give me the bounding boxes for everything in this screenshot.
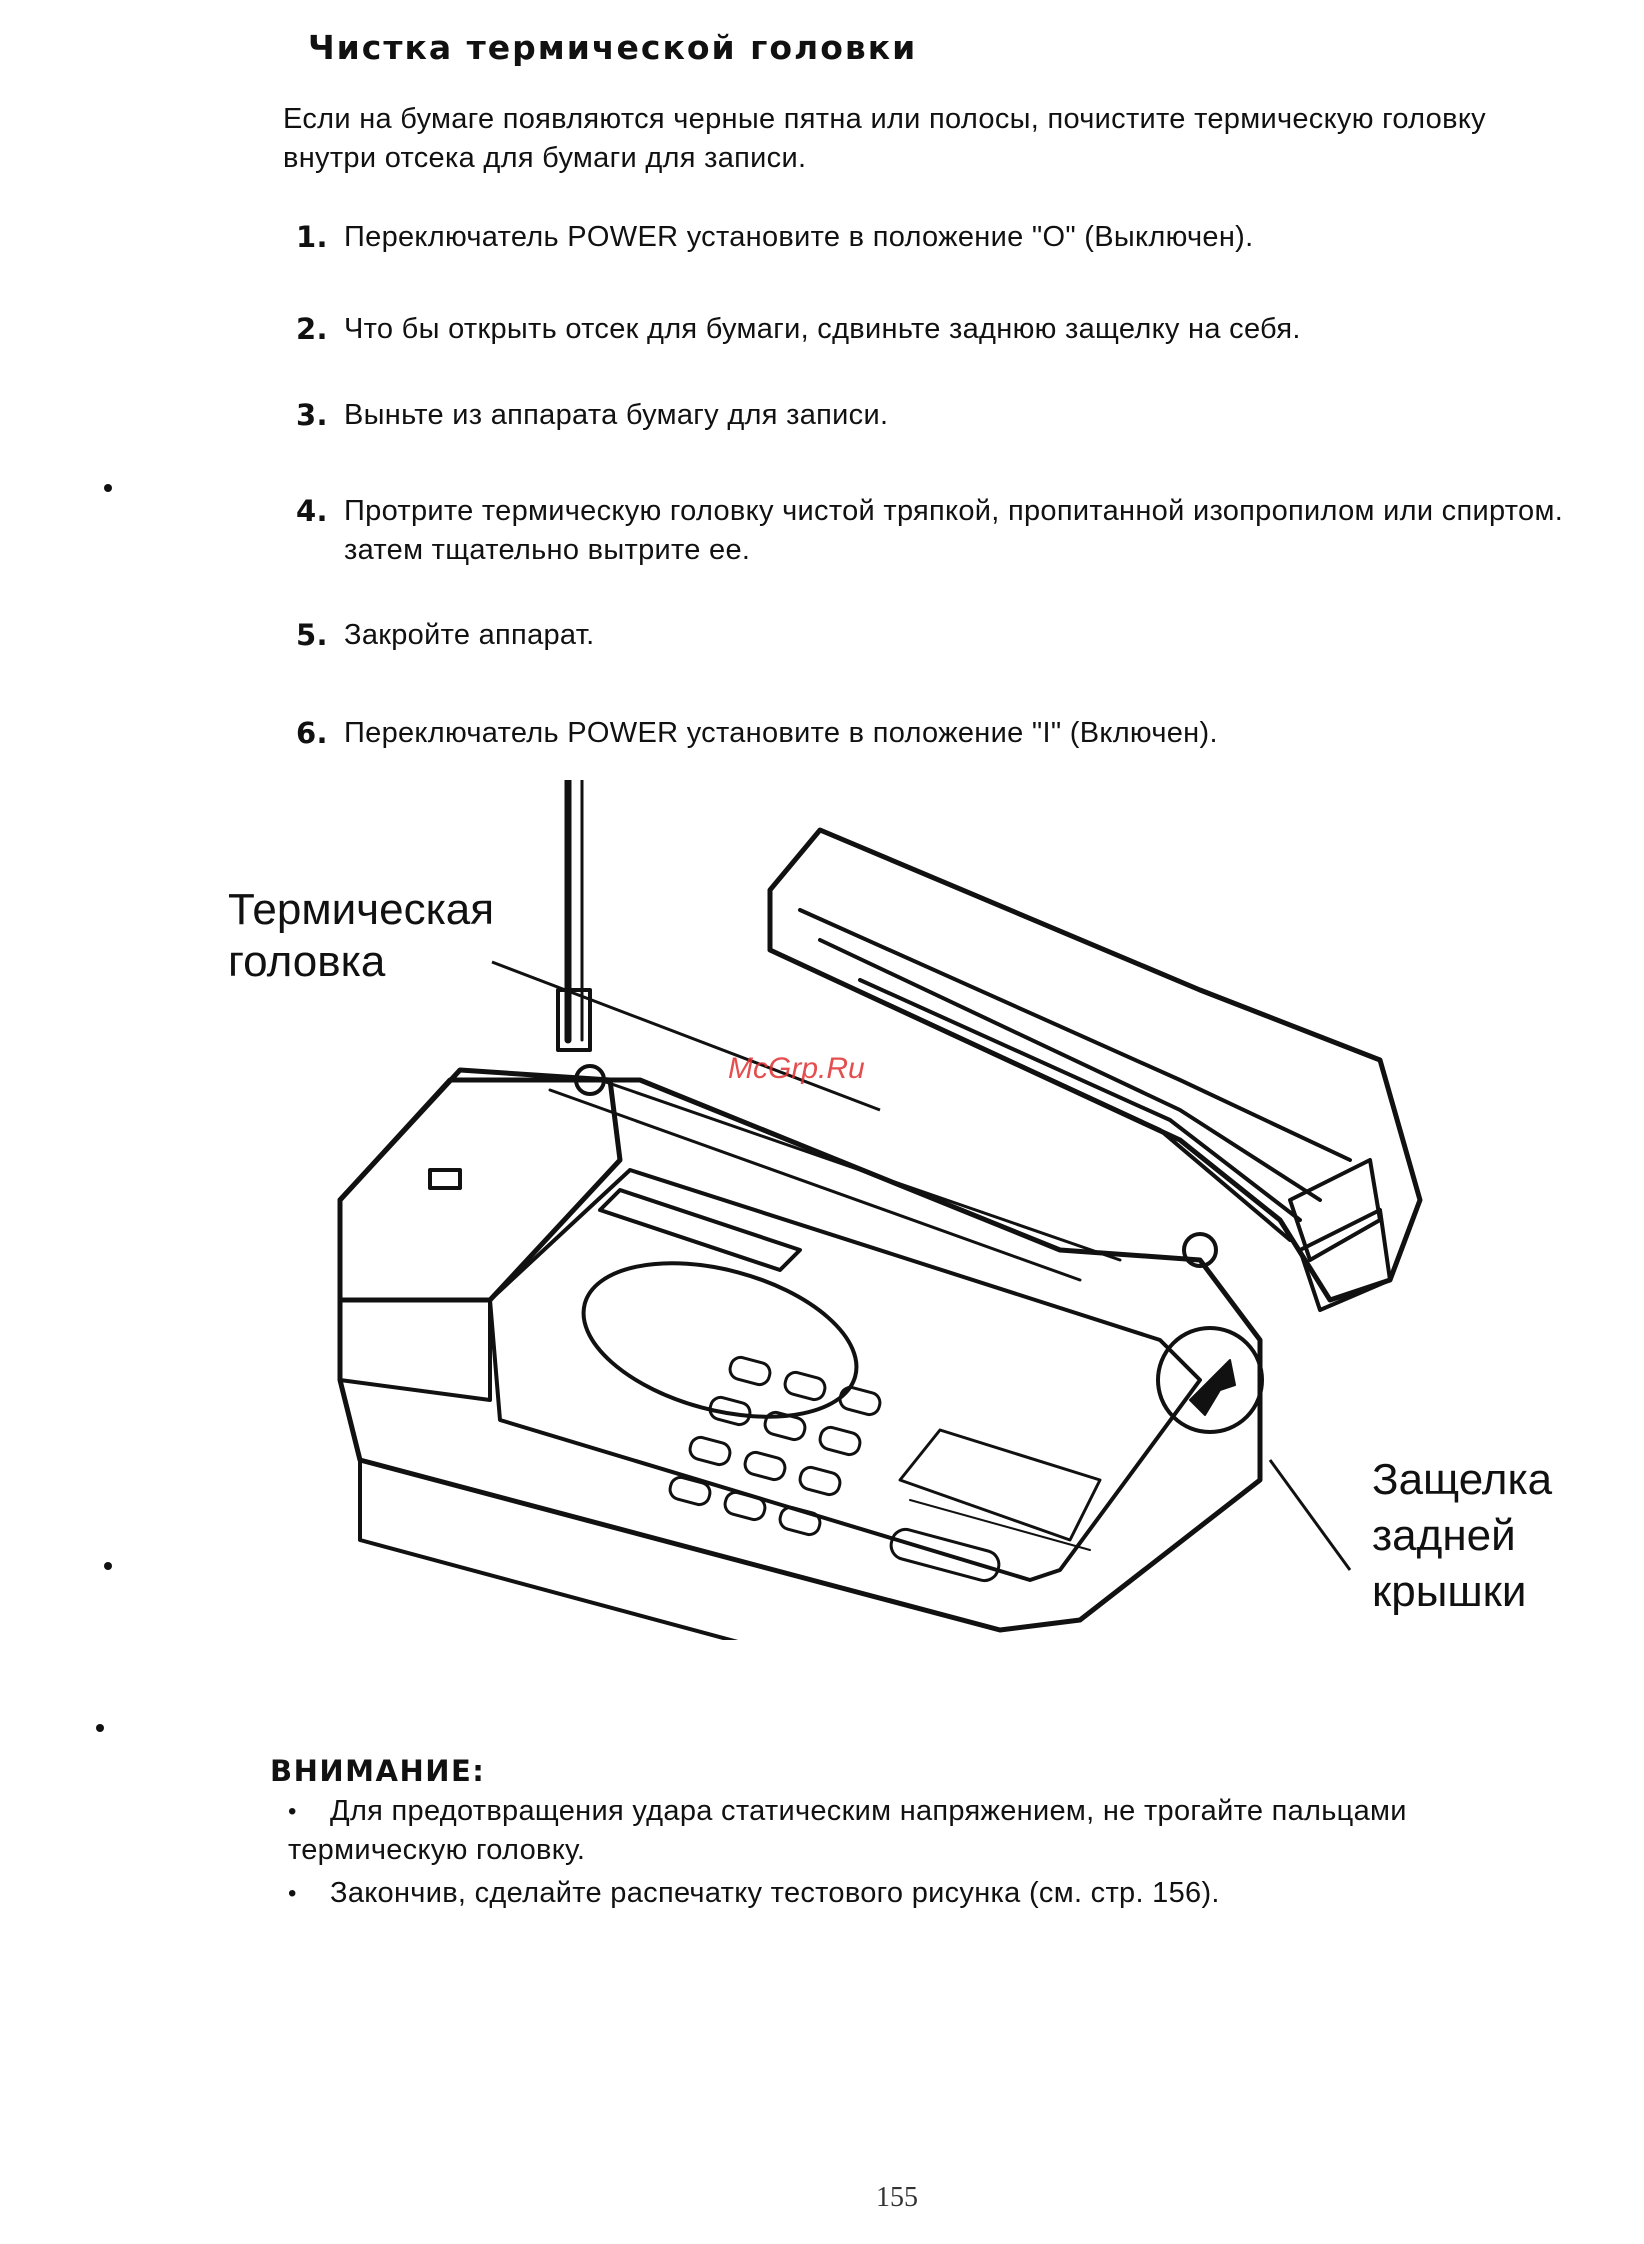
margin-speck xyxy=(104,1562,112,1570)
intro-paragraph: Если на бумаге появляются черные пятна или полосы, почистите термическую головку внутри отсека для бумаги для записи. xyxy=(283,103,1486,174)
bullet-icon: • xyxy=(288,1880,297,1907)
step-number: 3. xyxy=(296,398,328,432)
notice-heading: ВНИМАНИЕ: xyxy=(270,1754,486,1788)
step-text: Что бы открыть отсек для бумаги, сдвиньте заднюю защелку на себя. xyxy=(344,313,1301,345)
step-number: 4. xyxy=(296,494,328,528)
margin-speck xyxy=(96,1724,104,1732)
step-number: 5. xyxy=(296,618,328,652)
page-title: Чистка термической головки xyxy=(308,28,918,67)
watermark: McGrp.Ru xyxy=(728,1052,865,1085)
thermal-head-label-line1: Термическая xyxy=(228,885,495,934)
thermal-head-label-line2: головка xyxy=(228,937,386,986)
step-number: 6. xyxy=(296,716,328,750)
step-number: 1. xyxy=(296,220,328,254)
notice-item xyxy=(288,1792,1588,1870)
notice-text: Закончив, сделайте распечатку тестового рисунка (см. стр. 156). xyxy=(330,1877,1220,1909)
step-text: Закройте аппарат. xyxy=(344,619,595,651)
rear-latch-label xyxy=(1372,1452,1552,1620)
step-text: Переключатель POWER установите в положение "O" (Выключен). xyxy=(344,221,1254,253)
notice-item xyxy=(288,1874,1588,1913)
thermal-head-label xyxy=(228,884,494,988)
bullet-icon: • xyxy=(288,1798,297,1825)
step-text: Выньте из аппарата бумагу для записи. xyxy=(344,399,889,431)
margin-speck xyxy=(104,484,112,492)
rear-latch-label-line3: крышки xyxy=(1372,1567,1527,1616)
notice-text: Для предотвращения удара статическим напряжением, не трогайте пальцами термическую головку. xyxy=(288,1795,1407,1866)
step-number: 2. xyxy=(296,312,328,346)
rear-latch-label-line1: Защелка xyxy=(1372,1455,1553,1504)
step-text: Переключатель POWER установите в положение "I" (Включен). xyxy=(344,717,1218,749)
step-text: Протрите термическую головку чистой тряпкой, пропитанной изопропилом или спиртом. затем тщательно вытрите ее. xyxy=(344,495,1564,566)
rear-latch-label-line2: задней xyxy=(1372,1511,1516,1560)
page-number: 155 xyxy=(876,2182,918,2213)
